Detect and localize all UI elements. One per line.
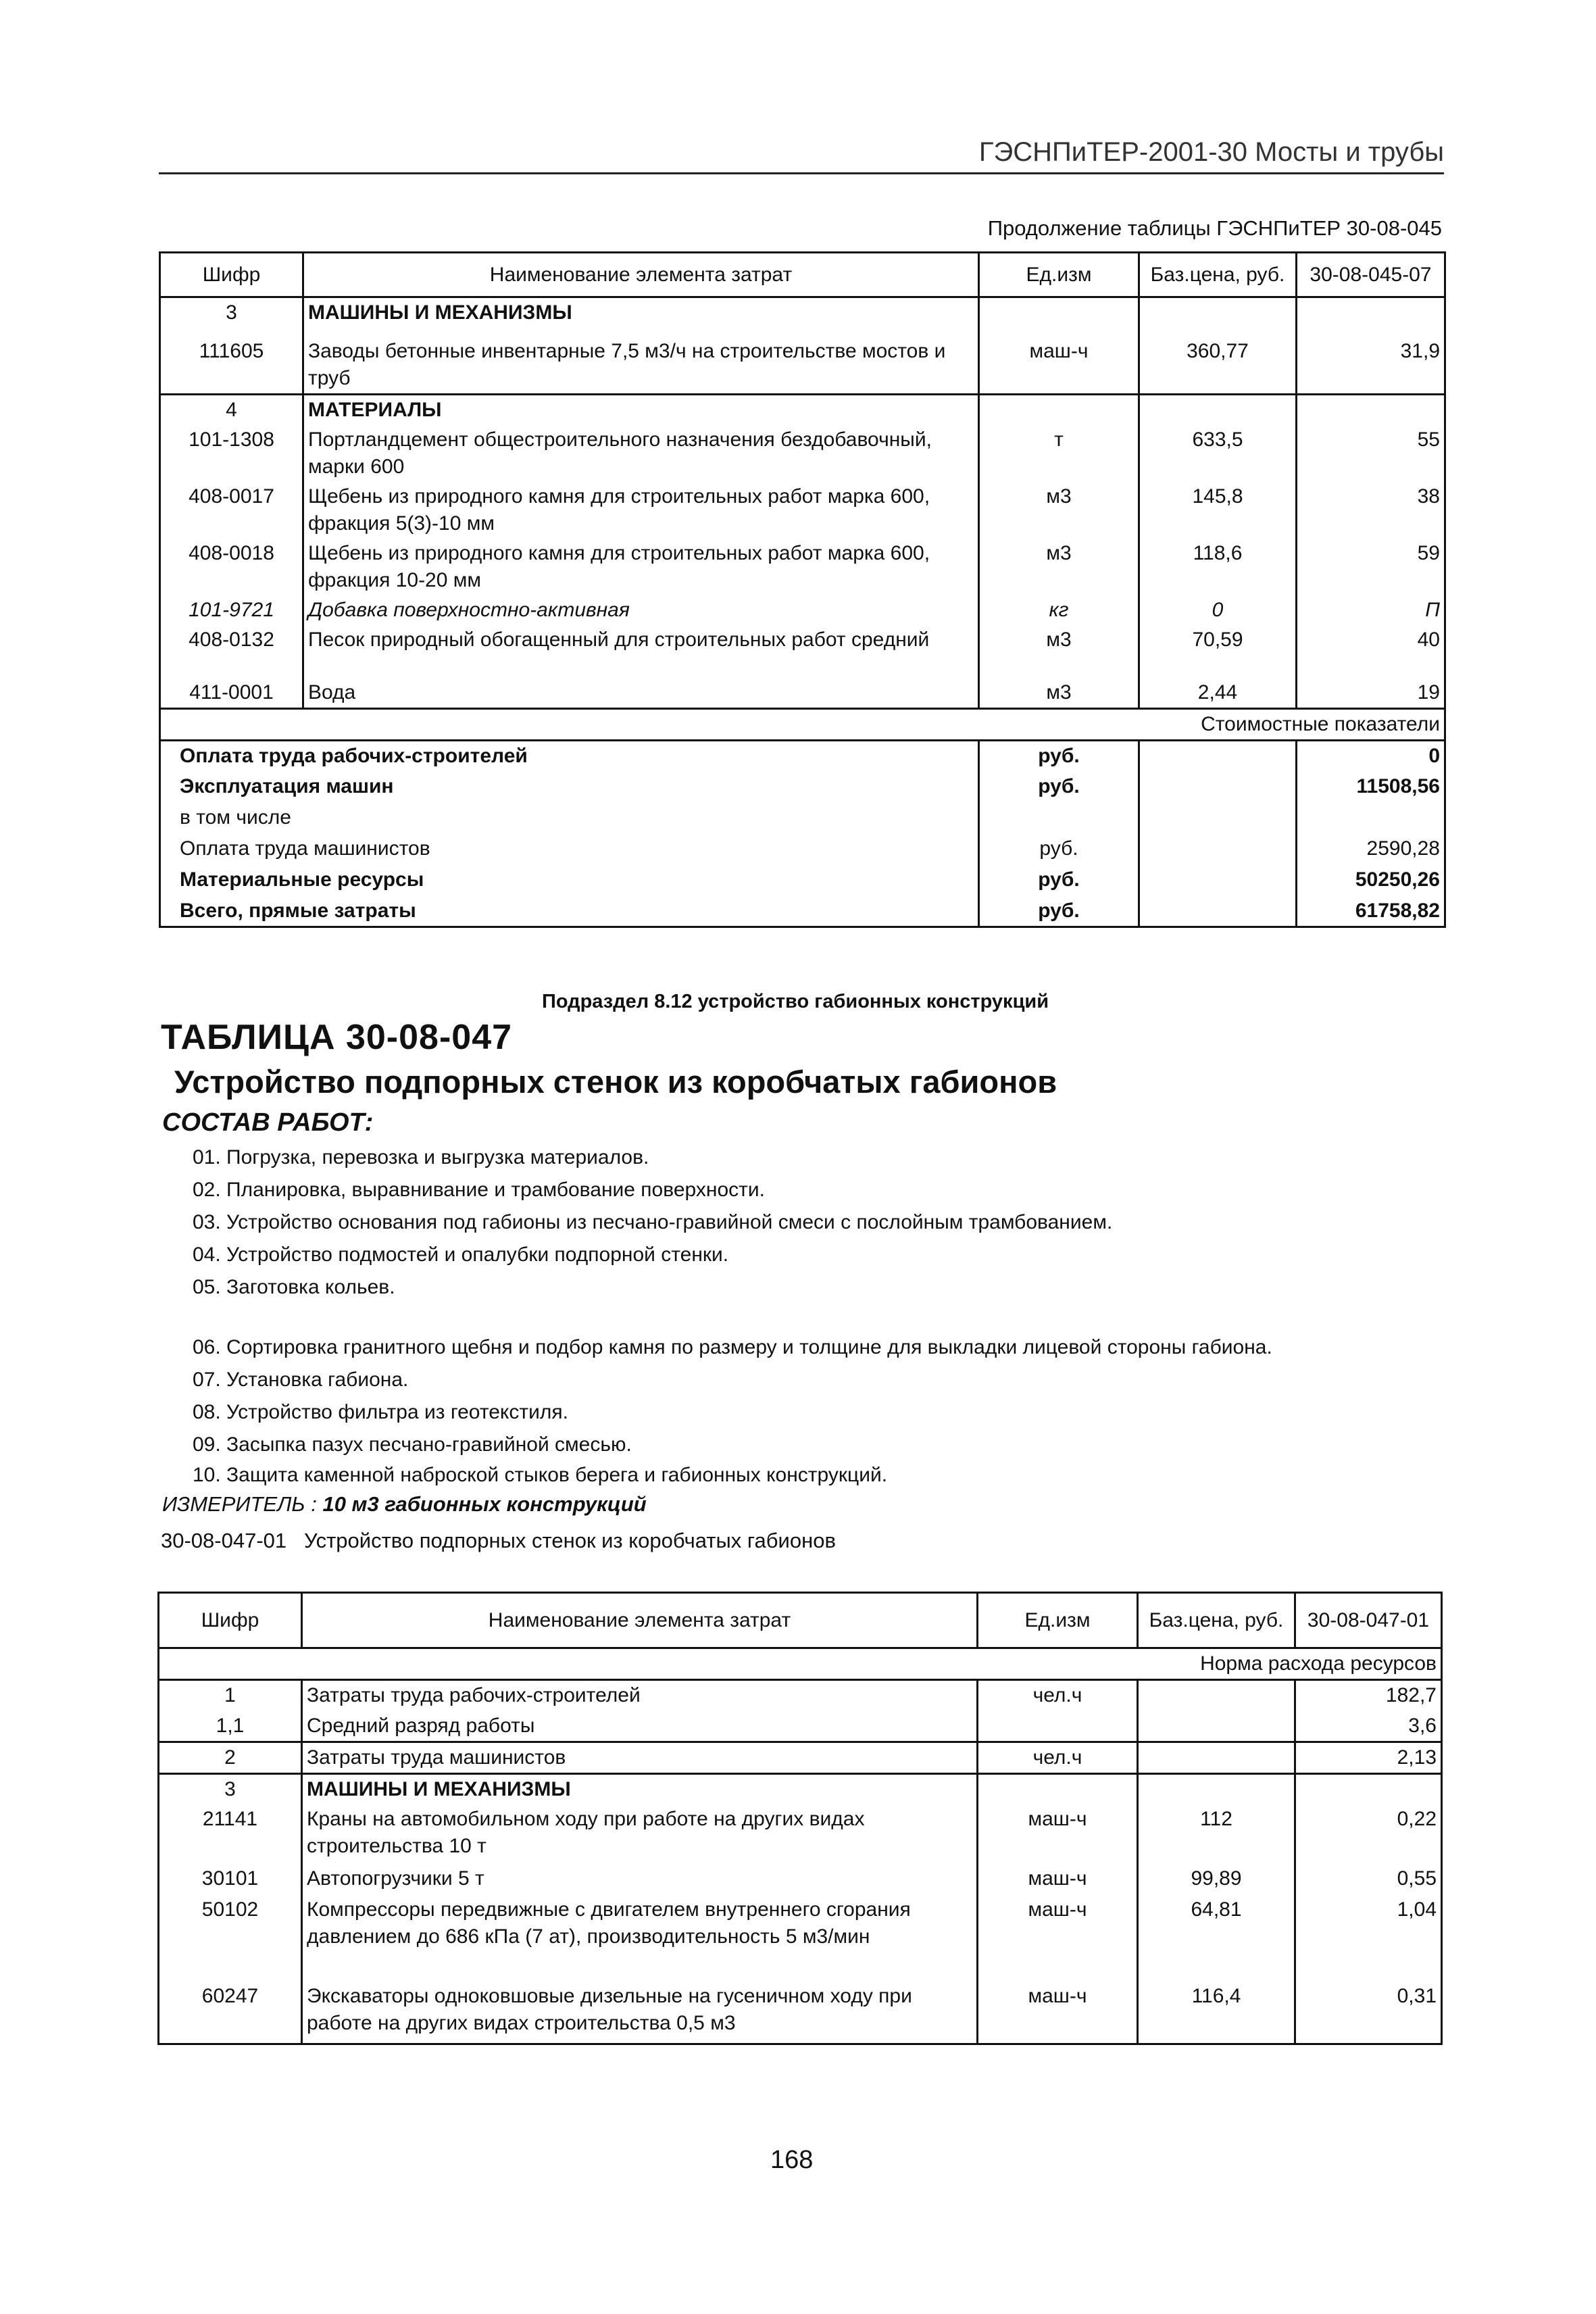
row-code: 1,1 xyxy=(216,1714,245,1737)
table-row xyxy=(159,1864,1442,1895)
row-code: 101-9721 xyxy=(189,598,274,621)
row-price: 70,59 xyxy=(1139,625,1297,678)
cost-row xyxy=(160,772,1445,803)
table-row xyxy=(159,1774,1442,1805)
cost-label: Эксплуатация машин xyxy=(180,774,394,797)
row-value: 0,55 xyxy=(1295,1864,1442,1895)
work-item: 04. Устройство подмостей и опалубки подпорной стенки. xyxy=(193,1244,729,1266)
row-unit: маш-ч xyxy=(979,337,1139,395)
row-code: 408-0132 xyxy=(189,628,274,651)
row-code: 2 xyxy=(224,1746,236,1769)
row-section-title: МАШИНЫ И МЕХАНИЗМЫ xyxy=(302,1774,978,1805)
row-name: Добавка поверхностно-активная xyxy=(303,595,979,625)
cost-unit: руб. xyxy=(979,834,1139,865)
cost-value xyxy=(1297,803,1445,834)
row-code: 411-0001 xyxy=(189,681,274,704)
work-item: 05. Заготовка кольев. xyxy=(193,1276,395,1298)
work-item: 02. Планировка, выравнивание и трамбование поверхности. xyxy=(193,1179,765,1201)
row-name: Заводы бетонные инвентарные 7,5 м3/ч на строительстве мостов и труб xyxy=(303,337,979,395)
norm-code-line xyxy=(161,1529,836,1553)
row-unit: чел.ч xyxy=(978,1742,1138,1774)
col-header-name: Наименование элемента затрат xyxy=(302,1593,978,1648)
cost-row xyxy=(160,896,1445,927)
row-unit: маш-ч xyxy=(978,1804,1138,1864)
row-name: Затраты труда машинистов xyxy=(302,1742,978,1774)
row-name: Песок природный обогащенный для строительных работ средний xyxy=(303,625,979,678)
row-price xyxy=(1139,297,1297,337)
row-name: Экскаваторы одноковшовые дизельные на гусеничном ходу при работе на других видах строительства 0,5 м3 xyxy=(302,1981,978,2044)
cost-label: в том числе xyxy=(180,806,291,829)
row-code: 50102 xyxy=(201,1898,259,1921)
row-price: 633,5 xyxy=(1139,425,1297,482)
table-row xyxy=(159,1742,1442,1774)
col-header-price: Баз.цена, руб. xyxy=(1138,1593,1295,1648)
cost-unit xyxy=(979,803,1139,834)
row-code: 3 xyxy=(224,1778,236,1800)
cost-unit: руб. xyxy=(979,896,1139,927)
measure-label: ИЗМЕРИТЕЛЬ : xyxy=(162,1492,317,1516)
row-code: 408-0018 xyxy=(189,541,274,564)
running-header xyxy=(159,132,1444,174)
row-unit: маш-ч xyxy=(978,1981,1138,2044)
cost-label: Оплата труда машинистов xyxy=(180,837,430,860)
row-price xyxy=(1138,1680,1295,1711)
page-number: 168 xyxy=(770,2146,814,2174)
row-price xyxy=(1138,1774,1295,1805)
cost-price-empty xyxy=(1139,803,1297,834)
row-price xyxy=(1138,1711,1295,1742)
table-row xyxy=(160,595,1445,625)
row-code: 408-0017 xyxy=(189,485,274,508)
work-item: 03. Устройство основания под габионы из песчано-гравийной смеси с послойным трамбованием. xyxy=(193,1211,1113,1233)
col-header-price: Баз.цена, руб. xyxy=(1139,253,1297,297)
row-name: Щебень из природного камня для строительных работ марка 600, фракция 5(3)-10 мм xyxy=(303,482,979,539)
cost-value: 11508,56 xyxy=(1297,772,1445,803)
row-price: 116,4 xyxy=(1138,1981,1295,2044)
row-value: 182,7 xyxy=(1295,1680,1442,1711)
row-value: 31,9 xyxy=(1297,337,1445,395)
row-value: 0,31 xyxy=(1295,1981,1442,2044)
row-name: Краны на автомобильном ходу при работе на других видах строительства 10 т xyxy=(302,1804,978,1864)
cost-price-empty xyxy=(1139,865,1297,896)
cost-row xyxy=(160,803,1445,834)
table-title: Устройство подпорных стенок из коробчатых габионов xyxy=(174,1064,1057,1100)
cost-price-empty xyxy=(1139,741,1297,772)
resource-table-30-08-047 xyxy=(157,1592,1443,2045)
row-price: 112 xyxy=(1138,1804,1295,1864)
table-row xyxy=(159,1895,1442,1981)
row-code: 60247 xyxy=(201,1985,259,2007)
row-code: 1 xyxy=(224,1684,236,1706)
work-item: 09. Засыпка пазух песчано-гравийной смесью. xyxy=(193,1433,632,1456)
cost-value: 50250,26 xyxy=(1297,865,1445,896)
row-value: 55 xyxy=(1297,425,1445,482)
row-section-title: МАТЕРИАЛЫ xyxy=(303,394,979,425)
table-header-row xyxy=(160,253,1445,297)
row-section-title: МАШИНЫ И МЕХАНИЗМЫ xyxy=(303,297,979,337)
row-value: 38 xyxy=(1297,482,1445,539)
row-unit: м3 xyxy=(979,539,1139,595)
norm-code: 30-08-047-01 xyxy=(161,1529,287,1552)
row-unit: кг xyxy=(979,595,1139,625)
row-value: 3,6 xyxy=(1295,1711,1442,1742)
table-row xyxy=(159,1711,1442,1742)
cost-unit: руб. xyxy=(979,772,1139,803)
cost-price-empty xyxy=(1139,834,1297,865)
row-price: 118,6 xyxy=(1139,539,1297,595)
cost-unit: руб. xyxy=(979,741,1139,772)
row-unit: чел.ч xyxy=(978,1680,1138,1711)
work-composition-heading: СОСТАВ РАБОТ: xyxy=(162,1108,374,1137)
row-value: 2,13 xyxy=(1295,1742,1442,1774)
row-price: 2,44 xyxy=(1139,678,1297,709)
row-price xyxy=(1138,1742,1295,1774)
cost-unit: руб. xyxy=(979,865,1139,896)
cost-price-empty xyxy=(1139,772,1297,803)
col-header-code: Шифр xyxy=(201,1608,259,1631)
cost-row xyxy=(160,741,1445,772)
row-value: 40 xyxy=(1297,625,1445,678)
table-number: ТАБЛИЦА 30-08-047 xyxy=(161,1018,513,1057)
row-price: 360,77 xyxy=(1139,337,1297,395)
running-title: ГЭСНПиТЕР-2001-30 Мосты и трубы xyxy=(978,137,1444,167)
norm-header-row xyxy=(159,1648,1442,1680)
table-row xyxy=(160,394,1445,425)
row-price: 64,81 xyxy=(1138,1895,1295,1981)
row-code: 101-1308 xyxy=(189,428,274,451)
table-row xyxy=(160,337,1445,395)
table-row xyxy=(160,539,1445,595)
row-value: 0,22 xyxy=(1295,1804,1442,1864)
norm-name: Устройство подпорных стенок из коробчатых габионов xyxy=(303,1529,836,1552)
row-unit xyxy=(978,1774,1138,1805)
work-item: 01. Погрузка, перевозка и выгрузка материалов. xyxy=(193,1146,649,1168)
row-name: Затраты труда рабочих-строителей xyxy=(302,1680,978,1711)
cost-row xyxy=(160,834,1445,865)
col-header-unit: Ед.изм xyxy=(978,1593,1138,1648)
work-item: 10. Защита каменной наброской стыков берега и габионных конструкций. xyxy=(193,1464,888,1486)
row-price: 0 xyxy=(1139,595,1297,625)
col-header-unit: Ед.изм xyxy=(979,253,1139,297)
subsection-title: Подраздел 8.12 устройство габионных конструкций xyxy=(542,991,1049,1012)
row-value xyxy=(1297,297,1445,337)
row-value xyxy=(1295,1774,1442,1805)
row-value: П xyxy=(1297,595,1445,625)
table-row xyxy=(160,297,1445,337)
row-value: 59 xyxy=(1297,539,1445,595)
table-row xyxy=(160,625,1445,678)
table-row xyxy=(159,1804,1442,1864)
row-unit: м3 xyxy=(979,678,1139,709)
table-row xyxy=(160,425,1445,482)
cost-value: 0 xyxy=(1297,741,1445,772)
row-code: 21141 xyxy=(202,1808,258,1830)
cost-indicators-header: Стоимостные показатели xyxy=(1201,713,1440,735)
row-name: Компрессоры передвижные с двигателем внутреннего сгорания давлением до 686 кПа (7 ат), производительность 5 м3/мин xyxy=(302,1895,978,1981)
work-item: 08. Устройство фильтра из геотекстиля. xyxy=(193,1401,568,1423)
row-value: 1,04 xyxy=(1295,1895,1442,1981)
row-unit xyxy=(978,1711,1138,1742)
col-header-value: 30-08-047-01 xyxy=(1295,1593,1442,1648)
row-value xyxy=(1297,394,1445,425)
row-unit: т xyxy=(979,425,1139,482)
col-header-name: Наименование элемента затрат xyxy=(303,253,979,297)
row-value: 19 xyxy=(1297,678,1445,709)
row-code: 30101 xyxy=(201,1867,259,1890)
row-code: 3 xyxy=(226,301,237,324)
resource-table-30-08-045 xyxy=(159,251,1446,928)
work-item: 06. Сортировка гранитного щебня и подбор камня по размеру и толщине для выкладки лицевой стороны габиона. xyxy=(193,1336,1272,1358)
row-name: Портландцемент общестроительного назначения бездобавочный, марки 600 xyxy=(303,425,979,482)
table-row xyxy=(159,1680,1442,1711)
row-unit xyxy=(979,394,1139,425)
cost-header-row xyxy=(160,709,1445,741)
table-row xyxy=(160,482,1445,539)
table-header-row xyxy=(159,1593,1442,1648)
row-name: Средний разряд работы xyxy=(302,1711,978,1742)
col-header-value: 30-08-045-07 xyxy=(1297,253,1445,297)
row-unit: м3 xyxy=(979,482,1139,539)
row-code: 111605 xyxy=(199,339,264,362)
row-name: Щебень из природного камня для строительных работ марка 600, фракция 10-20 мм xyxy=(303,539,979,595)
table-continuation-caption: Продолжение таблицы ГЭСНПиТЕР 30-08-045 xyxy=(987,216,1442,240)
col-header-code: Шифр xyxy=(202,263,261,286)
row-unit xyxy=(979,297,1139,337)
table-row xyxy=(159,1981,1442,2044)
row-name: Автопогрузчики 5 т xyxy=(302,1864,978,1895)
row-name: Вода xyxy=(303,678,979,709)
cost-row xyxy=(160,865,1445,896)
cost-label: Всего, прямые затраты xyxy=(180,899,416,922)
row-unit: м3 xyxy=(979,625,1139,678)
measure-unit xyxy=(162,1492,647,1517)
cost-label: Оплата труда рабочих-строителей xyxy=(180,745,528,767)
work-item: 07. Установка габиона. xyxy=(193,1369,409,1391)
row-unit: маш-ч xyxy=(978,1864,1138,1895)
table-row xyxy=(160,678,1445,709)
row-price: 145,8 xyxy=(1139,482,1297,539)
measure-value: 10 м3 габионных конструкций xyxy=(322,1492,647,1516)
cost-price-empty xyxy=(1139,896,1297,927)
norm-header: Норма расхода ресурсов xyxy=(1200,1652,1437,1675)
cost-value: 2590,28 xyxy=(1297,834,1445,865)
row-price: 99,89 xyxy=(1138,1864,1295,1895)
row-code: 4 xyxy=(226,398,237,421)
cost-label: Материальные ресурсы xyxy=(180,868,424,891)
row-unit: маш-ч xyxy=(978,1895,1138,1981)
row-price xyxy=(1139,394,1297,425)
cost-value: 61758,82 xyxy=(1297,896,1445,927)
